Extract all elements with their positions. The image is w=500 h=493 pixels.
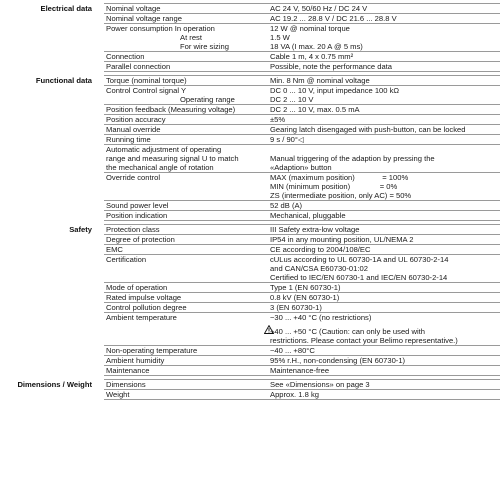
spec-row [104, 86, 500, 105]
value-line: 3 (EN 60730-1) [270, 303, 322, 312]
parameter-line: Running time [106, 135, 151, 144]
section-rows [104, 75, 500, 221]
spec-parameter [104, 303, 268, 312]
value-line: DC 2 ... 10 V, max. 0.5 mA [270, 105, 360, 114]
value-line: 52 dB (A) [270, 201, 303, 210]
value-line: AC 19.2 ... 28.8 V / DC 21.6 ... 28.8 V [270, 14, 397, 23]
parameter-line: Dimensions [106, 380, 146, 389]
spec-row [104, 125, 500, 135]
value-line: IP54 in any mounting position, UL/NEMA 2 [270, 235, 414, 244]
spec-parameter [104, 173, 268, 200]
value-line: Maintenance-free [270, 366, 330, 375]
parameter-line: Certification [106, 255, 147, 264]
section-rows [104, 3, 500, 72]
spec-value [268, 125, 500, 134]
parameter-line: Nominal voltage [106, 4, 161, 13]
spec-value [268, 356, 500, 365]
spec-value [268, 346, 500, 355]
spec-row [104, 173, 500, 201]
value-line: DC 2 ... 10 V [270, 95, 314, 104]
spec-parameter [104, 235, 268, 244]
value-line: Certified to IEC/EN 60730-1 and IEC/EN 60730-2-14 [270, 273, 448, 282]
section-label: Functional data [35, 76, 92, 85]
spec-row [104, 379, 500, 390]
spec-value [268, 201, 500, 210]
spec-parameter [104, 76, 268, 85]
spec-row [104, 75, 500, 86]
spec-row [104, 135, 500, 145]
spec-parameter [104, 115, 268, 124]
value-line: «Adaption» button [270, 163, 332, 172]
section-dimensions-weight [0, 378, 500, 400]
spec-value [268, 24, 500, 51]
spec-parameter [104, 255, 268, 282]
value-line: ±5% [270, 115, 286, 124]
value-line: MIN (minimum position) = 0% [270, 182, 398, 191]
spec-value [268, 76, 500, 85]
spec-value [268, 380, 500, 389]
section-electrical-data [0, 2, 500, 72]
spec-value [268, 303, 500, 312]
parameter-line: Control Control signal Y [106, 86, 187, 95]
section-gap [0, 400, 500, 402]
parameter-line: Operating range [180, 95, 235, 104]
spec-parameter [104, 14, 268, 23]
spec-row [104, 356, 500, 366]
value-line: DC 0 ... 10 V, input impedance 100 kΩ [270, 86, 400, 95]
spec-parameter [104, 390, 268, 399]
parameter-line: Degree of protection [106, 235, 175, 244]
spec-value [268, 115, 500, 124]
value-line: cULus according to UL 60730-1A and UL 60730-2-14 [270, 255, 449, 264]
value-line: See «Dimensions» on page 3 [270, 380, 370, 389]
value-line: MAX (maximum position) = 100% [270, 173, 409, 182]
spec-value [268, 86, 500, 104]
parameter-line: Ambient humidity [106, 356, 165, 365]
spec-value [268, 173, 500, 200]
parameter-line: Position accuracy [106, 115, 166, 124]
value-line: +40 ... +50 °C (Caution: can only be used with [270, 327, 426, 336]
spec-parameter [104, 62, 268, 71]
value-line: Approx. 1.8 kg [270, 390, 319, 399]
spec-value [268, 52, 500, 61]
spec-parameter [104, 135, 268, 144]
parameter-line: Control pollution degree [106, 303, 187, 312]
spec-parameter [104, 293, 268, 302]
parameter-line: Nominal voltage range [106, 14, 182, 23]
value-line: ZS (intermediate position, only AC) = 50% [270, 191, 412, 200]
parameter-line: Position indication [106, 211, 168, 220]
section-functional-data [0, 74, 500, 221]
parameter-line: Parallel connection [106, 62, 171, 71]
spec-value [268, 390, 500, 399]
value-line: Min. 8 Nm @ nominal voltage [270, 76, 370, 85]
spec-row [104, 390, 500, 400]
spec-value [268, 135, 500, 144]
value-line: Type 1 (EN 60730-1) [270, 283, 341, 292]
value-line: 1.5 W [270, 33, 290, 42]
spec-row [104, 14, 500, 24]
value-line: Mechanical, pluggable [270, 211, 346, 220]
spec-value [268, 4, 500, 13]
spec-row [104, 115, 500, 125]
spec-row [104, 211, 500, 221]
parameter-line: Non-operating temperature [106, 346, 198, 355]
spec-row [104, 24, 500, 52]
spec-row [104, 105, 500, 115]
spec-parameter [104, 380, 268, 389]
spec-parameter [104, 313, 268, 345]
parameter-line: Connection [106, 52, 145, 61]
parameter-line: Maintenance [106, 366, 150, 375]
spec-value [268, 235, 500, 244]
parameter-line: Ambient temperature [106, 313, 177, 322]
value-line [270, 145, 498, 154]
value-line: Manual triggering of the adaption by pressing the [270, 154, 435, 163]
parameter-line: Position feedback (Measuring voltage) [106, 105, 236, 114]
spec-row [104, 3, 500, 14]
spec-value [268, 105, 500, 114]
parameter-line: Override control [106, 173, 161, 182]
value-line: AC 24 V, 50/60 Hz / DC 24 V [270, 4, 368, 13]
parameter-line: Rated impulse voltage [106, 293, 182, 302]
spec-value [268, 145, 500, 172]
value-line: restrictions. Please contact your Belimo representative.) [270, 336, 458, 345]
parameter-line: Weight [106, 390, 130, 399]
section-safety [0, 223, 500, 376]
section-label: Electrical data [40, 4, 92, 13]
spec-parameter [104, 201, 268, 210]
section-rows [104, 224, 500, 376]
spec-parameter [104, 225, 268, 234]
value-line: 12 W @ nominal torque [270, 24, 350, 33]
spec-row [104, 283, 500, 293]
parameter-line: Mode of operation [106, 283, 168, 292]
spec-row [104, 224, 500, 235]
spec-value [268, 245, 500, 254]
parameter-line: Protection class [106, 225, 160, 234]
spec-value [268, 62, 500, 71]
parameter-line: At rest [180, 33, 202, 42]
value-line: III Safety extra-low voltage [270, 225, 360, 234]
parameter-line: range and measuring signal U to match [106, 154, 239, 163]
value-line: 9 s / 90°◁ [270, 135, 304, 144]
value-line: 0.8 kV (EN 60730-1) [270, 293, 340, 302]
spec-value [268, 313, 500, 345]
spec-row [104, 52, 500, 62]
parameter-line: Automatic adjustment of operating [106, 145, 222, 154]
parameter-line: Power consumption In operation [106, 24, 215, 33]
spec-row [104, 366, 500, 376]
spec-row [104, 346, 500, 356]
value-line: −40 ... +80°C [270, 346, 315, 355]
spec-parameter [104, 283, 268, 292]
parameter-line: Manual override [106, 125, 161, 134]
spec-parameter [104, 356, 268, 365]
spec-parameter [104, 211, 268, 220]
spec-parameter [104, 4, 268, 13]
section-label: Safety [69, 225, 92, 234]
value-line: 95% r.H., non-condensing (EN 60730-1) [270, 356, 406, 365]
spec-row [104, 145, 500, 173]
spec-row [104, 201, 500, 211]
parameter-line: For wire sizing [180, 42, 229, 51]
spec-parameter [104, 245, 268, 254]
spec-value [268, 283, 500, 292]
parameter-line: Torque (nominal torque) [106, 76, 187, 85]
spec-row [104, 235, 500, 245]
spec-row [104, 62, 500, 72]
spec-parameter [104, 366, 268, 375]
spec-value [268, 211, 500, 220]
spec-parameter [104, 346, 268, 355]
parameter-line: EMC [106, 245, 123, 254]
spec-parameter [104, 145, 268, 172]
spec-value [268, 255, 500, 282]
spec-row [104, 313, 500, 346]
value-line: Cable 1 m, 4 x 0.75 mm² [270, 52, 354, 61]
spec-parameter [104, 86, 268, 104]
value-line: and CAN/CSA E60730-01:02 [270, 264, 368, 273]
value-line: Gearing latch disengaged with push-button, can be locked [270, 125, 466, 134]
parameter-line: the mechanical angle of rotation [106, 163, 214, 172]
section-rows [104, 379, 500, 400]
parameter-line: Sound power level [106, 201, 169, 210]
spec-parameter [104, 24, 268, 51]
spec-value [268, 14, 500, 23]
spec-value [268, 293, 500, 302]
spec-value [268, 225, 500, 234]
value-line: −30 ... +40 °C (no restrictions) [270, 313, 372, 322]
value-line: Possible, note the performance data [270, 62, 392, 71]
spec-row [104, 303, 500, 313]
spec-row [104, 255, 500, 283]
spec-value [268, 366, 500, 375]
spec-row [104, 245, 500, 255]
section-label: Dimensions / Weight [17, 380, 92, 389]
value-line: CE according to 2004/108/EC [270, 245, 371, 254]
spec-row [104, 293, 500, 303]
value-line: 18 VA (I max. 20 A @ 5 ms) [270, 42, 363, 51]
spec-parameter [104, 105, 268, 114]
spec-parameter [104, 52, 268, 61]
spec-parameter [104, 125, 268, 134]
